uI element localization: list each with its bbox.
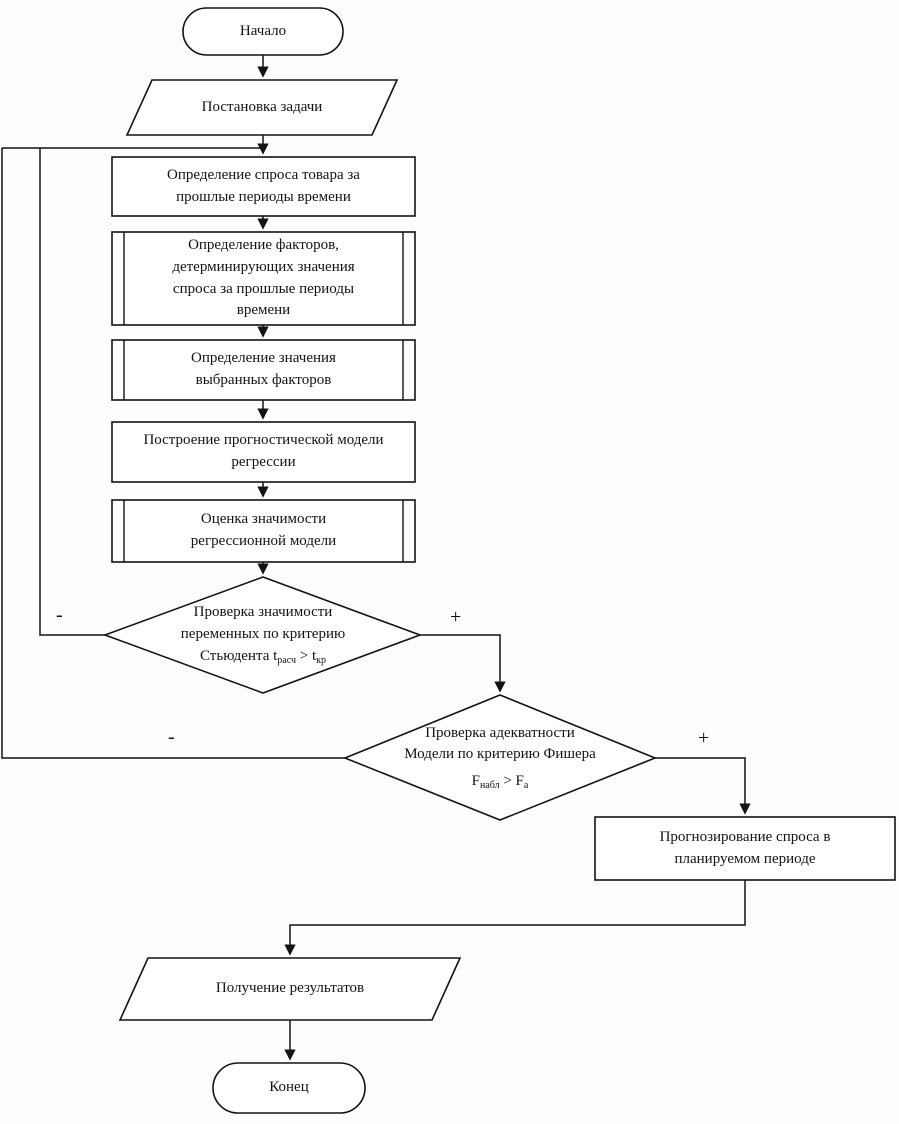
process-demand-label	[112, 157, 415, 216]
factors-text-line1: Определение факторов,	[188, 237, 339, 253]
terminator-start-label	[183, 8, 343, 55]
io-results-label	[120, 958, 460, 1020]
forecast-text-line1: Прогнозирование спроса в	[659, 828, 831, 845]
edge-label-fisher-yes: +	[698, 727, 710, 749]
significance-text-line1: Оценка значимости	[200, 511, 327, 528]
connector-student-yes	[420, 635, 500, 691]
student-formula-mid: > t	[296, 647, 317, 664]
student-formula-sub1: расч	[277, 654, 296, 666]
factors-text-line3: спроса за прошлые периоды	[172, 280, 355, 297]
task-text: Постановка задачи	[201, 98, 323, 115]
connector-fisher-yes	[655, 758, 745, 813]
io-task-label	[127, 80, 397, 135]
model-text-line2: регрессии	[231, 454, 296, 470]
student-formula	[200, 646, 326, 669]
fisher-formula	[472, 771, 529, 794]
decision-student-label	[133, 585, 393, 685]
terminator-end-label	[213, 1063, 365, 1113]
connector-student-no-loop	[40, 148, 105, 635]
factors-text-line2: детерминирующих значения	[172, 258, 355, 275]
process-forecast-label	[595, 817, 895, 880]
student-formula-pre: Стьюдента t	[200, 647, 278, 664]
subprocess-significance-label	[124, 500, 403, 562]
connector-forecast-to-results	[290, 880, 745, 954]
significance-text-line2: регрессионной модели	[190, 533, 337, 549]
demand-text-line1: Определение спроса товара за	[167, 166, 360, 183]
start-text: Начало	[239, 22, 287, 39]
fisher-text-line2: Модели по критерию Фишера	[404, 746, 596, 763]
edge-label-student-no: -	[56, 604, 63, 626]
results-text: Получение результатов	[215, 980, 365, 997]
model-text-line1: Построение прогностической модели	[143, 432, 384, 449]
fisher-formula-pre: F	[471, 773, 480, 789]
student-text-line2: переменных по критерию	[180, 625, 346, 642]
values-text-line1: Определение значения	[191, 350, 336, 367]
edge-label-fisher-no: -	[168, 726, 175, 748]
decision-fisher-label	[360, 705, 640, 811]
student-formula-sub2: кр	[316, 654, 326, 666]
fisher-text-line1: Проверка адекватности	[425, 724, 575, 741]
factors-text-line4: времени	[236, 302, 291, 319]
subprocess-values-label	[124, 340, 403, 400]
fisher-formula-sub2: a	[523, 780, 529, 791]
fisher-formula-sub1: набл	[479, 780, 500, 791]
demand-text-line2: прошлые периоды времени	[176, 188, 351, 205]
end-text: Конец	[269, 1079, 309, 1096]
process-model-label	[112, 422, 415, 482]
fisher-formula-mid: > F	[499, 773, 524, 789]
student-text-line1: Проверка значимости	[193, 604, 333, 620]
edge-label-student-yes: +	[450, 606, 462, 628]
forecast-text-line2: планируемом периоде	[674, 850, 816, 867]
values-text-line2: выбранных факторов	[195, 372, 332, 388]
subprocess-factors-label	[124, 232, 403, 325]
